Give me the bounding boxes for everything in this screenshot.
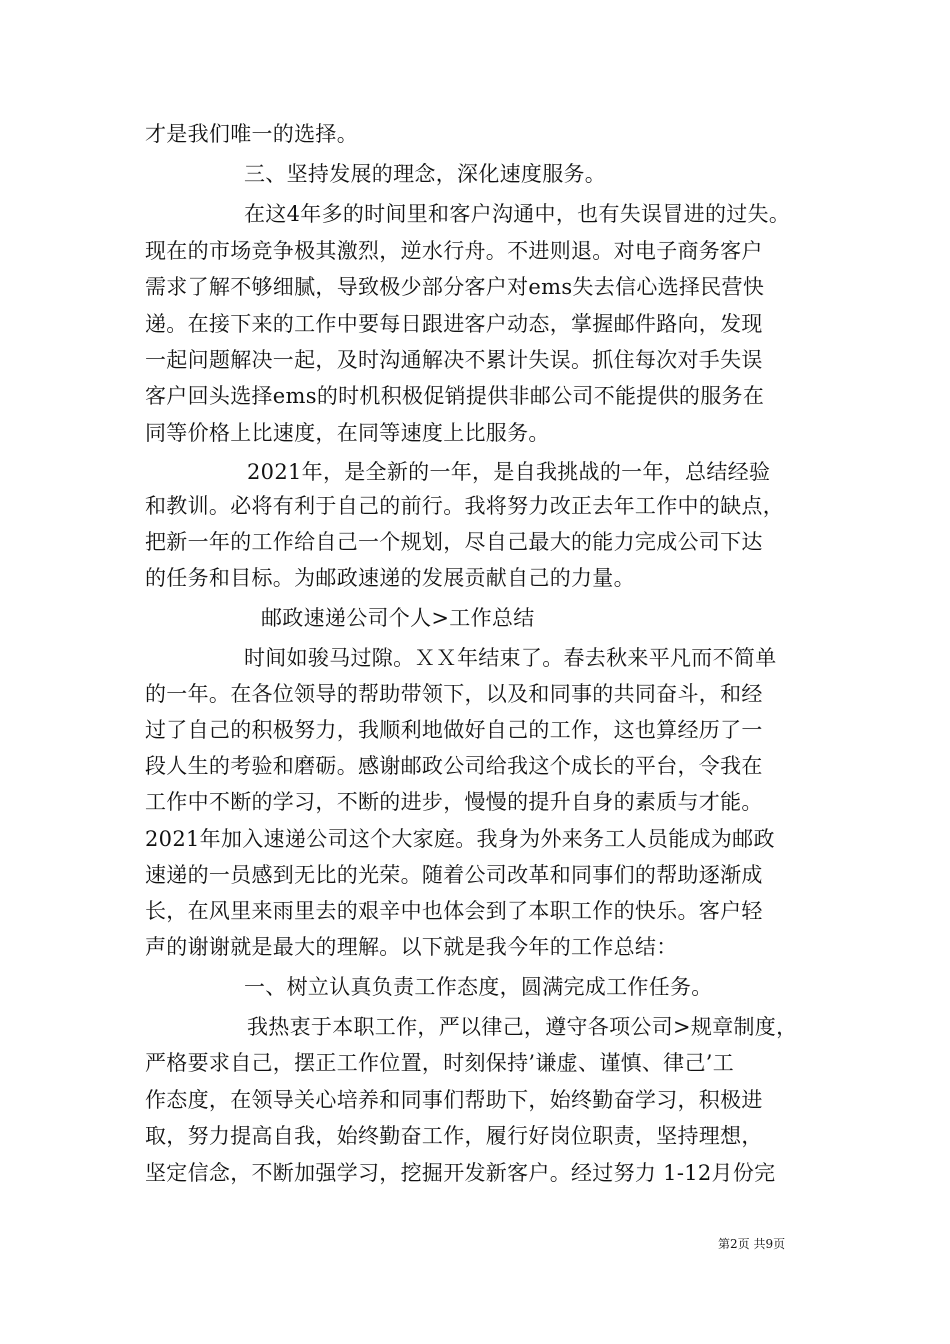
- text-line: 和教训。必将有利于自己的前行。我将努力改正去年工作中的缺点，: [145, 494, 784, 518]
- section-heading: 一、树立认真负责工作态度，圆满完成工作任务。: [244, 975, 713, 999]
- text-line: 2021年，是全新的一年，是自我挑战的一年，总结经验: [247, 460, 771, 484]
- text-line: 递。在接下来的工作中要每日跟进客户动态，掌握邮件路向，发现: [145, 312, 763, 336]
- text-line: 过了自己的积极努力，我顺利地做好自己的工作，这也算经历了一: [145, 718, 763, 742]
- text-line: 把新一年的工作给自己一个规划，尽自己最大的能力完成公司下达: [145, 530, 763, 554]
- text-line: 我热衷于本职工作，严以律己，遵守各项公司>规章制度，: [247, 1015, 798, 1039]
- text-line: 声的谢谢就是最大的理解。以下就是我今年的工作总结：: [145, 935, 678, 959]
- text-line: 作态度，在领导关心培养和同事们帮助下，始终勤奋学习，积极进: [145, 1088, 763, 1112]
- text-line: 取，努力提高自我，始终勤奋工作，履行好岗位职责，坚持理想，: [145, 1124, 763, 1148]
- text-line: 坚定信念，不断加强学习，挖掘开发新客户。经过努力 1-12月份完: [145, 1161, 776, 1185]
- text-line: 时间如骏马过隙。ＸＸ年结束了。春去秋来平凡而不简单: [244, 646, 777, 670]
- text-line: 在这4年多的时间里和客户沟通中，也有失误冒进的过失。: [244, 202, 791, 226]
- text-line: 才是我们唯一的选择。: [145, 122, 358, 146]
- text-line: 现在的市场竞争极其激烈，逆水行舟。不进则退。对电子商务客户: [145, 239, 763, 263]
- text-line: 速递的一员感到无比的光荣。随着公司改革和同事们的帮助逐渐成: [145, 863, 763, 887]
- section-heading: 三、坚持发展的理念，深化速度服务。: [244, 162, 607, 186]
- text-line: 客户回头选择ems的时机积极促销提供非邮公司不能提供的服务在: [145, 384, 765, 408]
- text-line: 需求了解不够细腻，导致极少部分客户对ems失去信心选择民营快: [145, 275, 765, 299]
- text-line: 的一年。在各位领导的帮助带领下，以及和同事的共同奋斗，和经: [145, 682, 763, 706]
- document-title: 邮政速递公司个人>工作总结: [261, 606, 535, 630]
- text-line: 工作中不断的学习，不断的进步，慢慢的提升自身的素质与才能。: [145, 790, 763, 814]
- page-number: 第2页 共9页: [718, 1237, 786, 1251]
- text-line: 段人生的考验和磨砺。感谢邮政公司给我这个成长的平台，令我在: [145, 754, 763, 778]
- text-line: 严格要求自己，摆正工作位置，时刻保持’谦虚、谨慎、律己’工: [145, 1051, 735, 1075]
- text-line: 一起问题解决一起，及时沟通解决不累计失误。抓住每次对手失误: [145, 348, 763, 372]
- text-line: 2021年加入速递公司这个大家庭。我身为外来务工人员能成为邮政: [145, 827, 775, 851]
- text-line: 的任务和目标。为邮政速递的发展贡献自己的力量。: [145, 566, 635, 590]
- text-line: 长，在风里来雨里去的艰辛中也体会到了本职工作的快乐。客户轻: [145, 899, 763, 923]
- text-line: 同等价格上比速度，在同等速度上比服务。: [145, 421, 550, 445]
